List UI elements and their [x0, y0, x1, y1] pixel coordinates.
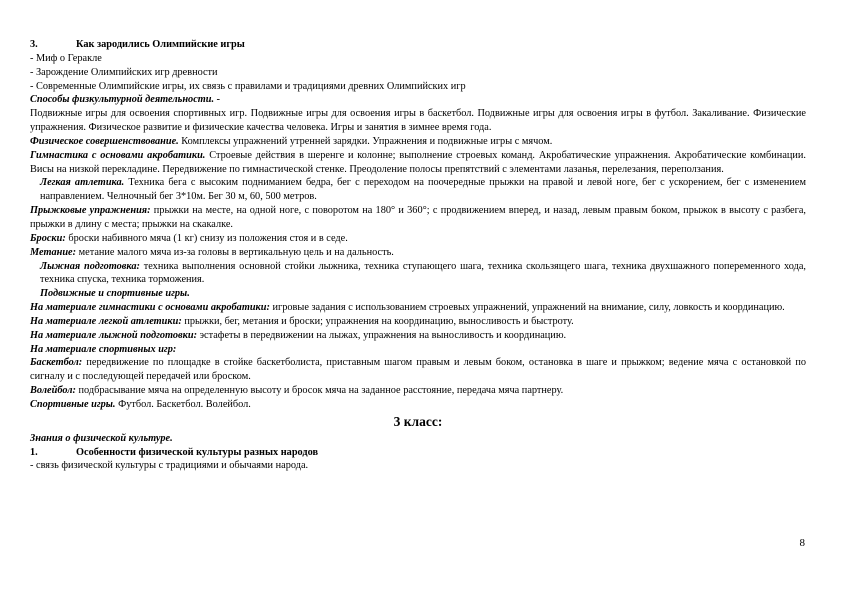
throwing-paragraph — [30, 246, 806, 260]
volleyball-paragraph — [30, 384, 806, 398]
volleyball-text: подбрасывание мяча на определенную высоту и бросок мяча на заданное расстояние, передача мяча партнеру. — [75, 385, 564, 397]
section-title: Как зародились Олимпийские игры — [76, 39, 245, 50]
section-3-heading — [30, 38, 806, 52]
ski-games-label: На материале лыжной подготовки: — [30, 329, 198, 341]
sport-games-heading-text: На материале спортивных игр: — [30, 343, 177, 355]
list-item: - Миф о Геракле — [30, 52, 102, 64]
section-1-heading — [30, 446, 806, 460]
sport-games-label: Спортивные игры. — [30, 398, 116, 410]
basketball-paragraph — [30, 356, 806, 384]
section-number: 3. — [30, 39, 38, 50]
list-item: - Зарождение Олимпийских игр древности — [30, 66, 218, 78]
document-page — [30, 38, 806, 473]
gym-games-label: На материале гимнастики с основами акробатики: — [30, 302, 270, 314]
section-number: 1. — [30, 446, 38, 458]
grade-heading: 3 класс: — [393, 413, 443, 429]
gymnastics-text: Строевые действия в шеренге и колонне; выполнение строевых команд. Акробатические упражнения. Акробатические комбинации. Висы на низкой перекладине. Передвижение по гимнастической стенке. Преодоление полосы препятствий с элементами лазанья, перелезания, переползания. — [30, 149, 806, 175]
games-heading — [30, 287, 806, 301]
methods-paragraph: Подвижные игры для освоения спортивных игр. Подвижные игры для освоения игры в баскетбол. Подвижные игры для освоения игры в футбол. Закаливание. Физические упражнения. Физическое развитие и физические качества человека. Игры и занятия в зимнее время года. — [30, 108, 806, 134]
improvement-paragraph — [30, 135, 806, 149]
athl-games-label: На материале легкой атлетики: — [30, 315, 182, 327]
gym-games-text: игровые задания с использованием строевых упражнений, упражнений на внимание, силу, ловкость и координацию. — [269, 302, 785, 314]
athletics-label: Легкая атлетика. — [40, 177, 125, 189]
throwing-label: Метание: — [30, 246, 77, 258]
methods-label: Способы физкультурной деятельности. - — [30, 94, 221, 106]
knowledge-heading — [30, 432, 806, 446]
basketball-label: Баскетбол: — [30, 357, 83, 369]
throwing-text: метание малого мяча из-за головы в вертикальную цель и на дальность. — [76, 246, 394, 258]
athl-games-text: прыжки, бег, метания и броски; упражнения на координацию, выносливость и быстроту. — [181, 315, 574, 327]
jumps-paragraph — [30, 204, 806, 232]
throws-paragraph — [30, 232, 806, 246]
volleyball-label: Волейбол: — [30, 385, 76, 397]
games-heading-text: Подвижные и спортивные игры. — [40, 288, 190, 300]
skiing-text: техника выполнения основной стойки лыжника, техника ступающего шага, техника скользящего шага, техника двухшажного попеременного хода, техника спуска, техника торможения. — [40, 260, 807, 286]
ski-games-text: эстафеты в передвижении на лыжах, упражнения на выносливость и координацию. — [197, 329, 567, 341]
gymnastics-paragraph — [30, 149, 806, 177]
skiing-paragraph — [30, 260, 806, 288]
jumps-text: прыжки на месте, на одной ноге, с поворотом на 180° и 360°; с продвижением вперед, и назад, левым правым боком, прыжок в высоту с разбега, прыжки в длину с места; прыжки на скакалке. — [30, 205, 806, 230]
throws-label: Броски: — [30, 232, 66, 244]
improvement-label: Физическое совершенствование. — [30, 135, 179, 147]
list-item: - связь физической культуры с традициями и обычаями народа. — [30, 460, 309, 472]
basketball-text: передвижение по площадке в стойке баскетболиста, приставным шагом правым и левым боком, остановка в шаге и прыжком; ведение мяча с остановкой по сигналу и с последующей передачей или броском. — [30, 357, 806, 383]
sport-games-paragraph — [30, 398, 806, 412]
athletics-paragraph — [30, 176, 806, 204]
knowledge-heading-text: Знания о физической культуре. — [30, 432, 173, 444]
athl-games-paragraph — [30, 315, 806, 329]
athletics-text: Техника бега с высоким подниманием бедра, бег с переходом на поочередные прыжки на правой и левой ноге, бег с ускорением, бег с изменением направлением. Челночный бег 3*10м. Бег 30 м, 60, 500 метров. — [40, 177, 806, 203]
methods-heading — [30, 93, 806, 107]
sport-games-text: Футбол. Баскетбол. Волейбол. — [115, 398, 251, 410]
jumps-label: Прыжковые упражнения: — [30, 205, 151, 217]
list-item: - Современные Олимпийские игры, их связь с правилами и традициями древних Олимпийских игр — [30, 80, 466, 92]
section-title: Особенности физической культуры разных народов — [76, 446, 319, 458]
page-number: 8 — [799, 537, 805, 549]
gymnastics-label: Гимнастика с основами акробатики. — [30, 149, 206, 161]
throws-text: броски набивного мяча (1 кг) снизу из положения стоя и в седе. — [65, 232, 348, 244]
sport-games-heading — [30, 343, 806, 357]
skiing-label: Лыжная подготовка: — [40, 260, 140, 272]
gym-games-paragraph — [30, 301, 806, 315]
ski-games-paragraph — [30, 329, 806, 343]
improvement-text: Комплексы упражнений утренней зарядки. Упражнения и подвижные игры с мячом. — [178, 135, 553, 147]
